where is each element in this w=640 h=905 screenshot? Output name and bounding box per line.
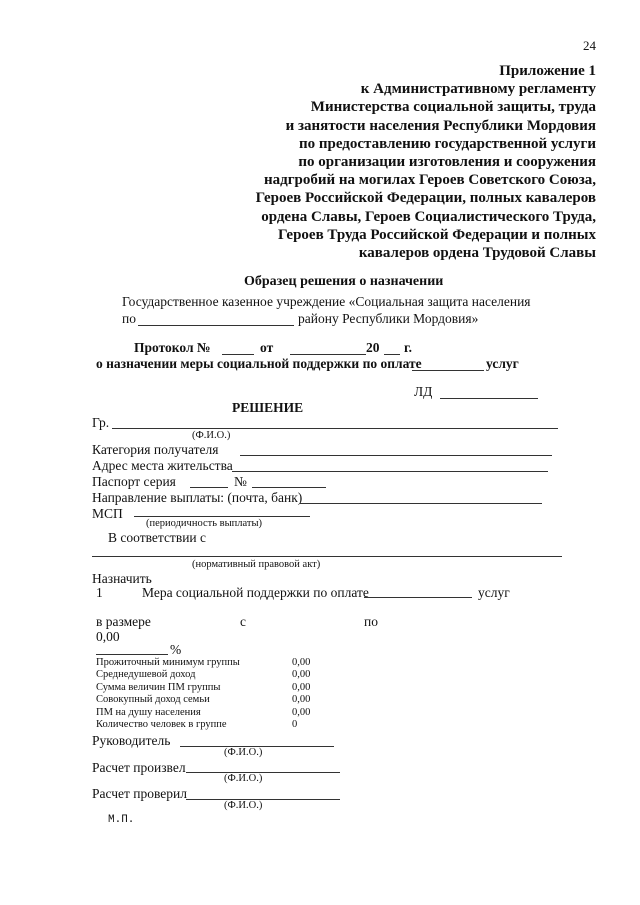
ld-blank: [440, 398, 538, 399]
indicator-value: 0,00: [292, 657, 311, 668]
fio-caption: (Ф.И.О.): [192, 430, 231, 441]
msp-blank: [134, 516, 310, 517]
passport-series-blank: [190, 487, 228, 488]
annex-line: надгробий на могилах Героев Советского Союза,: [264, 172, 596, 189]
institution-suffix: району Республики Мордовия»: [298, 311, 479, 326]
indicator-label: Сумма величин ПМ группы: [96, 681, 221, 693]
decision-title: РЕШЕНИЕ: [232, 400, 304, 415]
head-fio-caption: (Ф.И.О.): [224, 747, 263, 758]
indicator-value: 0,00: [292, 694, 311, 706]
annex-line: и занятости населения Республики Мордовия: [285, 117, 596, 134]
indicator-label: Количество человек в группе: [96, 718, 227, 730]
calc-checked-fio-caption: (Ф.И.О.): [224, 800, 263, 811]
fio-blank: [112, 428, 558, 429]
address-label: Адрес места жительства: [92, 458, 233, 473]
passport-number-label: №: [234, 474, 247, 489]
indicator-label: Совокупный доход семьи: [96, 694, 210, 706]
calc-checked-label: Расчет проверил: [92, 786, 188, 801]
measure-text: Мера социальной поддержки по оплате: [142, 585, 369, 600]
indicator-value: 0: [292, 718, 298, 730]
passport-number-blank: [252, 487, 326, 488]
protocol-subject-suffix: услуг: [486, 356, 519, 371]
indicator-label: Прожиточный минимум группы: [96, 657, 240, 668]
annex-line: по организации изготовления и сооружения: [298, 154, 596, 171]
category-blank: [240, 455, 552, 456]
page-number: 24: [583, 38, 596, 53]
annex-line: Приложение 1: [499, 63, 596, 79]
protocol-from: от: [260, 340, 274, 355]
institution-line-1: Государственное казенное учреждение «Социальная защита населения: [122, 294, 531, 309]
passport-series-label: Паспорт серия: [92, 474, 176, 489]
head-label: Руководитель: [92, 733, 171, 748]
legal-act-caption: (нормативный правовой акт): [192, 559, 321, 570]
from-label: с: [240, 614, 246, 629]
annex-line: по предоставлению государственной услуги: [298, 135, 596, 152]
annex-header: [256, 62, 596, 262]
protocol-date-blank: [290, 354, 366, 355]
annex-line: Министерства социальной защиты, труда: [310, 99, 596, 116]
ld-label: ЛД: [414, 384, 433, 399]
gr-label: Гр.: [92, 415, 110, 430]
accordance-label: В соответствии с: [108, 530, 207, 545]
payment-direction-blank: [300, 503, 542, 504]
indicator-value: 0,00: [292, 706, 311, 718]
payment-direction-label: Направление выплаты: (почта, банк): [92, 490, 303, 505]
annex-line: Героев Российской Федерации, полных кавалеров: [255, 190, 596, 207]
indicator-value: 0,00: [292, 669, 311, 681]
legal-act-blank: [92, 556, 562, 557]
amount-label: в размере: [96, 614, 151, 629]
to-label: по: [364, 614, 378, 629]
stamp-label: М.П.: [108, 814, 135, 826]
percent-blank: [96, 654, 168, 655]
address-blank: [232, 471, 548, 472]
protocol-year: 20: [366, 340, 380, 355]
annex-line: к Административному регламенту: [360, 81, 596, 98]
measure-blank: [364, 597, 472, 598]
protocol-label: Протокол №: [134, 340, 211, 355]
calc-made-blank: [186, 772, 340, 773]
measure-suffix: услуг: [478, 585, 510, 600]
annex-line: Героев Труда Российской Федерации и полных: [278, 226, 596, 243]
annex-line: кавалеров ордена Трудовой Славы: [358, 245, 596, 262]
indicator-label: Среднедушевой доход: [96, 669, 196, 681]
services-blank: [412, 370, 484, 371]
protocol-subject: о назначении меры социальной поддержки по оплате: [96, 356, 422, 371]
periodicity-caption: (периодичность выплаты): [146, 518, 263, 529]
category-label: Категория получателя: [92, 442, 219, 457]
calc-made-label: Расчет произвел: [92, 760, 186, 775]
indicator-value: 0,00: [292, 681, 311, 693]
annex-line: ордена Славы, Героев Социалистического Труда,: [261, 208, 596, 225]
protocol-number-blank: [222, 354, 254, 355]
calc-made-fio-caption: (Ф.И.О.): [224, 773, 263, 784]
sample-title: Образец решения о назначении: [244, 274, 444, 289]
amount-value: 0,00: [96, 629, 120, 644]
measure-number: 1: [96, 585, 103, 600]
institution-prefix: по: [122, 311, 136, 326]
district-blank: [138, 325, 294, 326]
calc-checked-blank: [186, 799, 340, 800]
protocol-year-suffix: г.: [404, 340, 412, 355]
protocol-year-blank: [384, 354, 400, 355]
msp-label: МСП: [92, 506, 123, 521]
assign-label: Назначить: [92, 571, 152, 586]
percent-sign: %: [170, 642, 182, 657]
indicator-label: ПМ на душу населения: [96, 706, 201, 718]
